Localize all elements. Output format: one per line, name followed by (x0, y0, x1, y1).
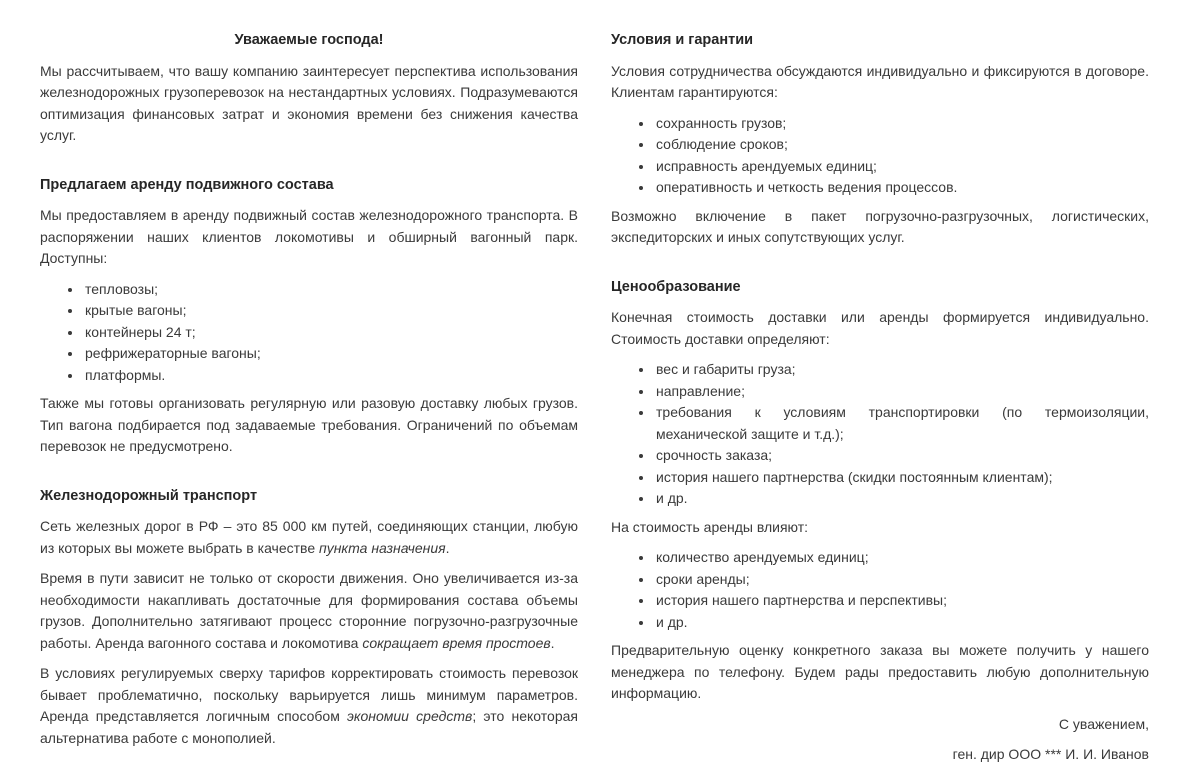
list-item: • направление; (654, 381, 1149, 403)
list-item: • требования к условиям транспортировки (по термоизоляции, механической защите и т.д.); (654, 402, 1149, 445)
rolling-stock-heading: Предлагаем аренду подвижного состава (40, 176, 334, 193)
list-item: • сохранность грузов; (654, 113, 1149, 135)
rail-transport-heading: Железнодорожный транспорт (40, 487, 258, 504)
delivery-factors-list (611, 359, 1149, 510)
list-item: • и др. (654, 612, 1149, 634)
pricing-heading: Ценообразование (611, 278, 741, 295)
list-item: • сроки аренды; (654, 569, 1149, 591)
list-item: • рефрижераторные вагоны; (83, 343, 578, 365)
terms-list (611, 113, 1149, 199)
rail-transport-paragraph-1 (40, 516, 578, 559)
terms-heading: Условия и гарантии (611, 32, 754, 48)
rail-transport-paragraph-3 (40, 663, 578, 749)
rolling-stock-after: Также мы готовы организовать регулярную или разовую доставку любых грузов. Тип вагона подбирается под задаваемые требования. Ограничений по объемам перевозок не предусмотрено. (40, 395, 578, 454)
list-item: • платформы. (83, 365, 578, 387)
list-item: • соблюдение сроков; (654, 134, 1149, 156)
list-item: • количество арендуемых единиц; (654, 547, 1149, 569)
greeting-title: Уважаемые господа! (234, 32, 384, 48)
rent-factors-list (611, 547, 1149, 633)
paragraph-text: Время в пути зависит не только от скорости движения. Оно увеличивается из-за необходимости накапливать достаточные для формирования состава объемы грузов. Дополнительно затягивают процесс сторонние погрузочно-разгрузочные работы. Аренда вагонного состава и локомотива (40, 570, 578, 651)
signature-salutation: С уважением, (1058, 715, 1149, 732)
rolling-stock-lead: Мы предоставляем в аренду подвижный состав железнодорожного транспорта. В распоряжении наших клиентов локомотивы и обширный вагонный парк. Доступны: (40, 207, 578, 266)
pricing-closing: Предварительную оценку конкретного заказа вы можете получить у нашего менеджера по телефону. Будем рады предоставить любую дополнительную информацию. (611, 642, 1149, 701)
right-column (611, 30, 1149, 775)
paragraph-text: . (445, 539, 450, 556)
paragraph-italic-text: пункта назначения (319, 539, 446, 556)
paragraph-text: ; это некоторая альтернатива работе с монополией. (40, 708, 578, 746)
list-item: • срочность заказа; (654, 445, 1149, 467)
rail-transport-paragraph-2 (40, 568, 578, 654)
list-item: • тепловозы; (83, 279, 578, 301)
paragraph-text: Сеть железных дорог в РФ – это 85 000 км путей, соединяющих станции, любую из которых вы можете выбрать в качестве (40, 518, 578, 556)
terms-lead: Условия сотрудничества обсуждаются индивидуально и фиксируются в договоре. Клиентам гарантируются: (611, 62, 1149, 100)
paragraph-text: . (550, 634, 555, 651)
rent-lead: На стоимость аренды влияют: (611, 518, 809, 535)
list-item: • оперативность и четкость ведения процессов. (654, 177, 1149, 199)
list-item: • вес и габариты груза; (654, 359, 1149, 381)
list-item: • контейнеры 24 т; (83, 322, 578, 344)
list-item: • история нашего партнерства (скидки постоянным клиентам); (654, 467, 1149, 489)
paragraph-italic-text: сокращает время простоев (362, 634, 551, 651)
list-item: • и др. (654, 488, 1149, 510)
pricing-lead: Конечная стоимость доставки или аренды формируется индивидуально. Стоимость доставки определяют: (611, 309, 1149, 347)
list-item: • история нашего партнерства и перспективы; (654, 590, 1149, 612)
intro-paragraph: Мы рассчитываем, что вашу компанию заинтересует перспектива использования железнодорожных грузоперевозок на нестандартных условиях. Подразумеваются оптимизация финансовых затрат и экономия времени без снижения качества услуг. (40, 62, 578, 143)
terms-after: Возможно включение в пакет погрузочно-разгрузочных, логистических, экспедиторских и иных сопутствующих услуг. (611, 207, 1149, 245)
list-item: • исправность арендуемых единиц; (654, 156, 1149, 178)
paragraph-italic-text: экономии средств (347, 708, 473, 724)
signature-name: ген. дир ООО *** И. И. Иванов (952, 746, 1149, 762)
paragraph-text: В условиях регулируемых сверху тарифов корректировать стоимость перевозок бывает проблематично, поскольку варьируется лишь минимум параметров. Аренда представляется логичным способом (40, 665, 578, 724)
list-item: • крытые вагоны; (83, 300, 578, 322)
left-column (40, 30, 578, 758)
rolling-stock-list (40, 279, 578, 387)
